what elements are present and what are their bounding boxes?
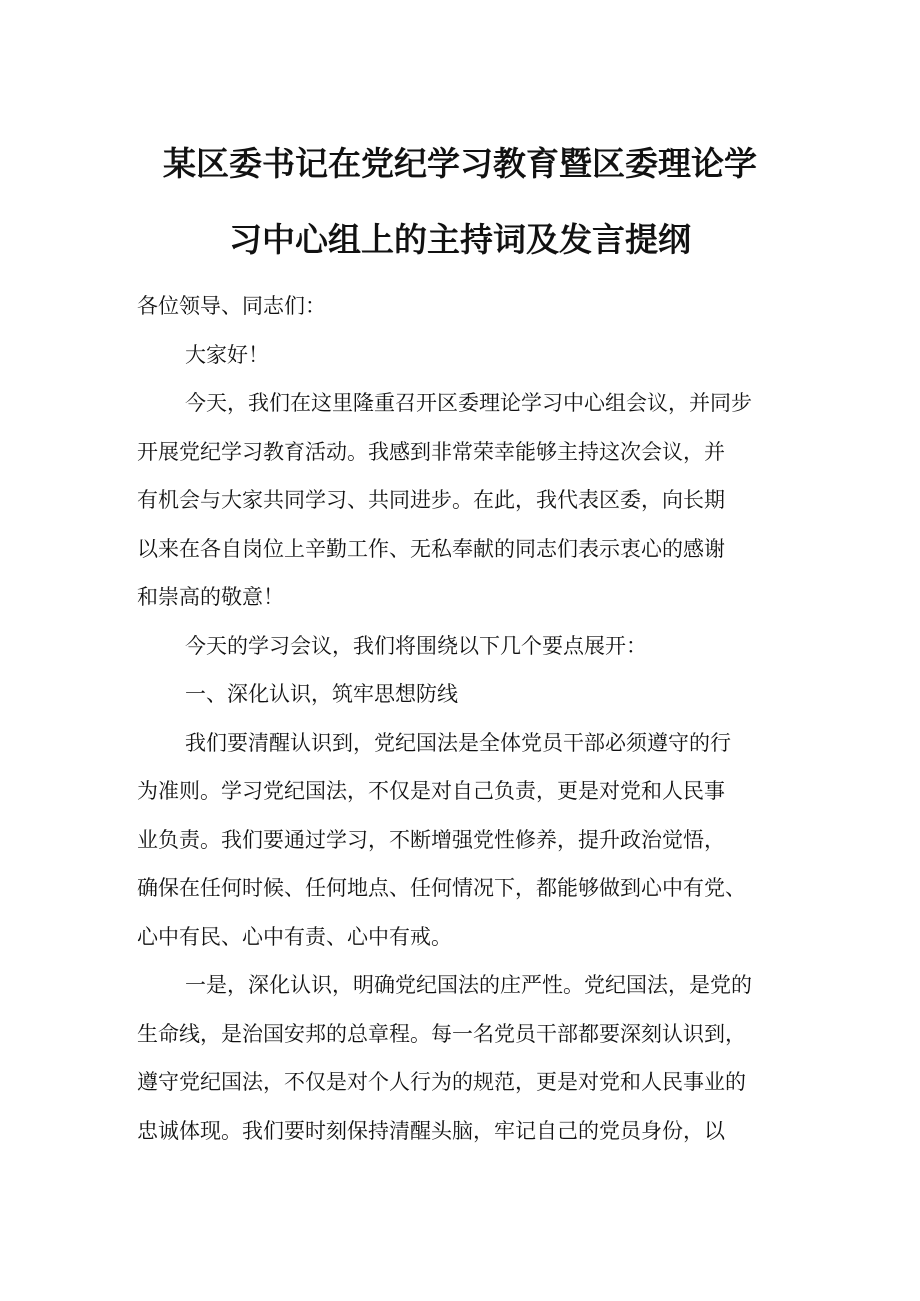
paragraph — [137, 379, 797, 622]
paragraph-line: 忠诚体现。我们要时刻保持清醒头脑，牢记自己的党员身份，以 — [137, 1118, 725, 1143]
paragraph-line: 一、深化认识，筑牢思想防线 — [185, 682, 458, 706]
paragraph-line: 遵守党纪国法，不仅是对个人行为的规范，更是对党和人民事业的 — [137, 1070, 746, 1094]
document-body — [137, 282, 797, 1155]
paragraph-line: 为准则。学习党纪国法，不仅是对自己负责，更是对党和人民事 — [137, 779, 725, 803]
paragraph-line: 开展党纪学习教育活动。我感到非常荣幸能够主持这次会议，并 — [137, 439, 725, 464]
paragraph — [137, 282, 797, 331]
paragraph — [137, 961, 797, 1155]
document-title-line-1: 某区委书记在党纪学习教育暨区委理论学 — [163, 144, 757, 183]
paragraph-line: 有机会与大家共同学习、共同进步。在此，我代表区委，向长期 — [137, 488, 725, 512]
paragraph-line: 我们要清醒认识到，党纪国法是全体党员干部必须遵守的行 — [185, 730, 731, 755]
paragraph-line: 大家好！ — [185, 342, 269, 367]
paragraph — [137, 331, 797, 380]
paragraph-line: 业负责。我们要通过学习，不断增强党性修养，提升政治觉悟， — [137, 827, 725, 852]
paragraph — [137, 622, 797, 671]
paragraph-line: 和崇高的敬意！ — [137, 585, 284, 609]
paragraph-line: 一是，深化认识，明确党纪国法的庄严性。党纪国法，是党的 — [185, 973, 752, 997]
paragraph-line: 生命线，是治国安邦的总章程。每一名党员干部都要深刻认识到， — [137, 1021, 746, 1046]
document-title-line-2: 习中心组上的主持词及发言提纲 — [229, 220, 691, 259]
paragraph-line: 心中有民、心中有责、心中有戒。 — [137, 924, 452, 949]
paragraph-line: 确保在任何时候、任何地点、任何情况下，都能够做到心中有党、 — [137, 876, 746, 900]
paragraph-line: 以来在各自岗位上辛勤工作、无私奉献的同志们表示衷心的感谢 — [137, 536, 725, 561]
paragraph-line: 今天，我们在这里隆重召开区委理论学习中心组会议，并同步 — [185, 391, 752, 415]
paragraph — [137, 670, 797, 719]
paragraph-line: 各位领导、同志们： — [137, 294, 326, 318]
paragraph-line: 今天的学习会议，我们将围绕以下几个要点展开： — [185, 633, 647, 658]
paragraph — [137, 719, 797, 962]
